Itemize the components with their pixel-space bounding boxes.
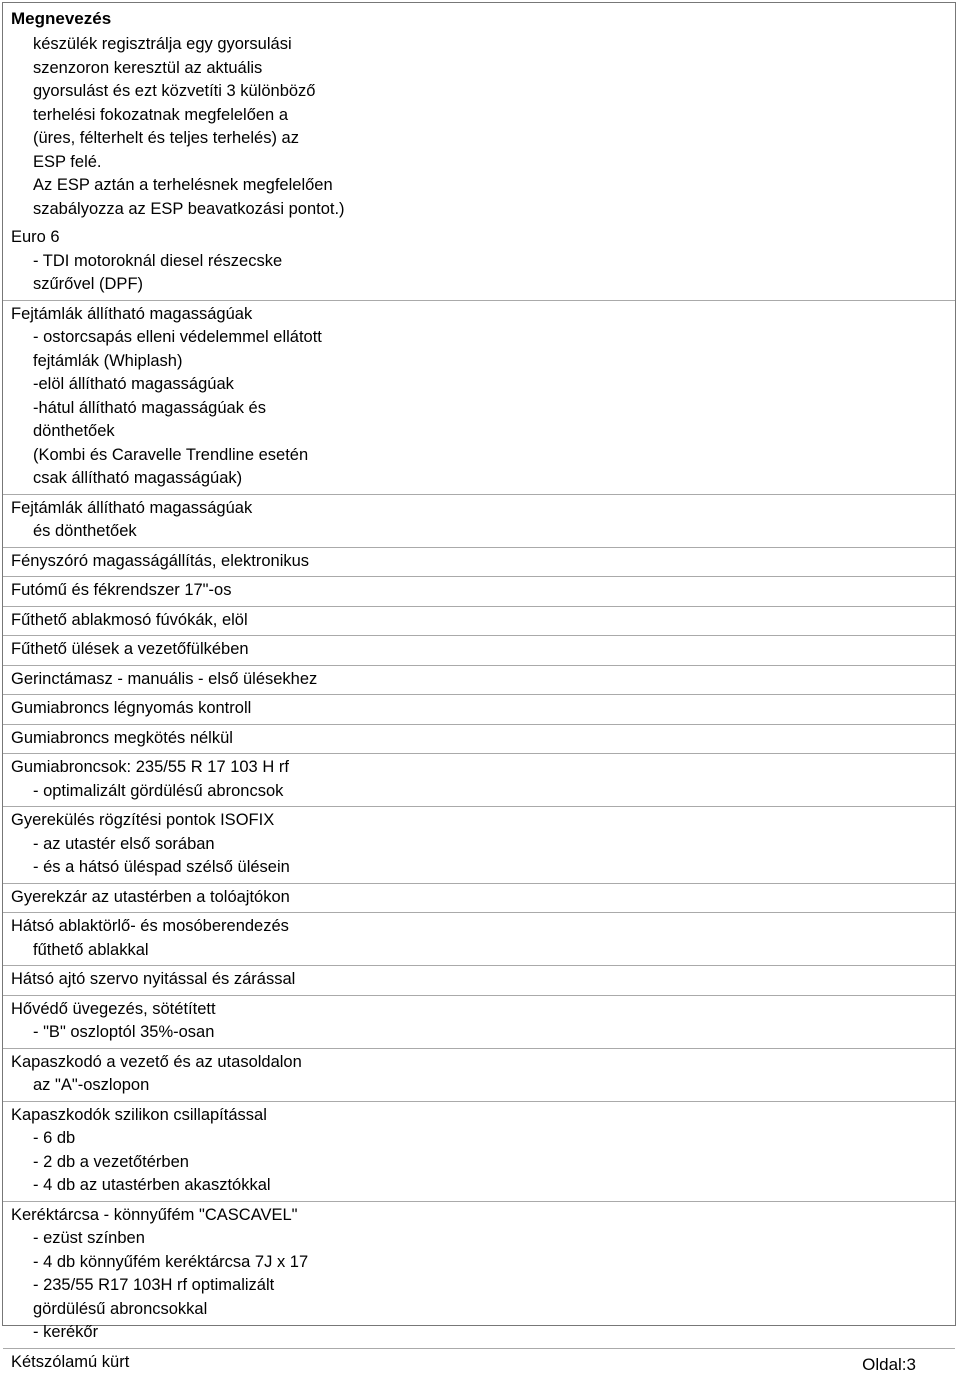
feature-row — [3, 807, 955, 884]
feature-detail: - ostorcsapás elleni védelemmel ellátott — [3, 326, 955, 350]
feature-row — [3, 695, 955, 725]
feature-detail: fűthető ablakkal — [3, 939, 955, 963]
feature-name: Fűthető ülések a vezetőfülkében — [3, 638, 955, 662]
feature-detail: gördülésű abroncsokkal — [3, 1298, 955, 1322]
feature-detail: ESP felé. — [3, 151, 955, 175]
feature-name: Gumiabroncs légnyomás kontroll — [3, 697, 955, 721]
feature-name: Futómű és fékrendszer 17"-os — [3, 579, 955, 603]
feature-detail: - "B" oszloptól 35%-osan — [3, 1021, 955, 1045]
feature-detail: fejtámlák (Whiplash) — [3, 350, 955, 374]
feature-detail: gyorsulást és ezt közvetíti 3 különböző — [3, 80, 955, 104]
feature-detail: - TDI motoroknál diesel részecske — [3, 250, 955, 274]
feature-detail: - 4 db az utastérben akasztókkal — [3, 1174, 955, 1198]
feature-row — [3, 33, 955, 224]
feature-row — [3, 224, 955, 301]
feature-row — [3, 607, 955, 637]
feature-name: Fejtámlák állítható magasságúak — [3, 497, 955, 521]
feature-row — [3, 725, 955, 755]
feature-row — [3, 495, 955, 548]
feature-row — [3, 636, 955, 666]
feature-detail: szenzoron keresztül az aktuális — [3, 57, 955, 81]
feature-detail: - az utastér első sorában — [3, 833, 955, 857]
feature-row — [3, 1202, 955, 1349]
feature-name: Kétszólamú kürt — [3, 1351, 955, 1375]
feature-name: Hátsó ajtó szervo nyitással és zárással — [3, 968, 955, 992]
feature-row — [3, 884, 955, 914]
feature-name: Gumiabroncs megkötés nélkül — [3, 727, 955, 751]
feature-name: Kapaszkodó a vezető és az utasoldalon — [3, 1051, 955, 1075]
feature-row — [3, 666, 955, 696]
feature-row — [3, 1102, 955, 1202]
feature-detail: (üres, félterhelt és teljes terhelés) az — [3, 127, 955, 151]
column-header: Megnevezés — [11, 9, 111, 29]
feature-detail: - 2 db a vezetőtérben — [3, 1151, 955, 1175]
feature-detail: készülék regisztrálja egy gyorsulási — [3, 33, 955, 57]
page-label: Oldal: — [862, 1355, 906, 1374]
feature-row — [3, 548, 955, 578]
feature-detail: - 4 db könnyűfém keréktárcsa 7J x 17 — [3, 1251, 955, 1275]
feature-detail: - optimalizált gördülésű abroncsok — [3, 780, 955, 804]
feature-detail: szűrővel (DPF) — [3, 273, 955, 297]
feature-name: Euro 6 — [3, 226, 955, 250]
feature-name: Fűthető ablakmosó fúvókák, elöl — [3, 609, 955, 633]
feature-name: Kapaszkodók szilikon csillapítással — [3, 1104, 955, 1128]
feature-name: Gumiabroncsok: 235/55 R 17 103 H rf — [3, 756, 955, 780]
feature-row — [3, 754, 955, 807]
spec-table — [2, 2, 956, 1326]
feature-detail: és dönthetőek — [3, 520, 955, 544]
feature-row — [3, 1049, 955, 1102]
feature-name: Gyerekülés rögzítési pontok ISOFIX — [3, 809, 955, 833]
feature-detail: -hátul állítható magasságúak és — [3, 397, 955, 421]
feature-detail: - kerékőr — [3, 1321, 955, 1345]
feature-detail: dönthetőek — [3, 420, 955, 444]
feature-name: Keréktárcsa - könnyűfém "CASCAVEL" — [3, 1204, 955, 1228]
feature-detail: - 235/55 R17 103H rf optimalizált — [3, 1274, 955, 1298]
feature-detail: - ezüst színben — [3, 1227, 955, 1251]
feature-detail: Az ESP aztán a terhelésnek megfelelően — [3, 174, 955, 198]
feature-row — [3, 996, 955, 1049]
feature-row — [3, 301, 955, 495]
feature-row — [3, 577, 955, 607]
feature-detail: csak állítható magasságúak) — [3, 467, 955, 491]
feature-detail: az "A"-oszlopon — [3, 1074, 955, 1098]
feature-row — [3, 966, 955, 996]
page-indicator — [862, 1355, 916, 1375]
feature-name: Gerinctámasz - manuális - első ülésekhez — [3, 668, 955, 692]
feature-detail: szabályozza az ESP beavatkozási pontot.) — [3, 198, 955, 222]
feature-detail: - 6 db — [3, 1127, 955, 1151]
feature-detail: - és a hátsó üléspad szélső ülésein — [3, 856, 955, 880]
feature-detail: (Kombi és Caravelle Trendline esetén — [3, 444, 955, 468]
feature-name: Hátsó ablaktörlő- és mosóberendezés — [3, 915, 955, 939]
page-number: 3 — [907, 1355, 916, 1374]
feature-row — [3, 913, 955, 966]
feature-detail: -elöl állítható magasságúak — [3, 373, 955, 397]
feature-list — [3, 33, 955, 1377]
feature-name: Fejtámlák állítható magasságúak — [3, 303, 955, 327]
feature-name: Hővédő üvegezés, sötétített — [3, 998, 955, 1022]
feature-name: Fényszóró magasságállítás, elektronikus — [3, 550, 955, 574]
feature-detail: terhelési fokozatnak megfelelően a — [3, 104, 955, 128]
feature-name: Gyerekzár az utastérben a tolóajtókon — [3, 886, 955, 910]
